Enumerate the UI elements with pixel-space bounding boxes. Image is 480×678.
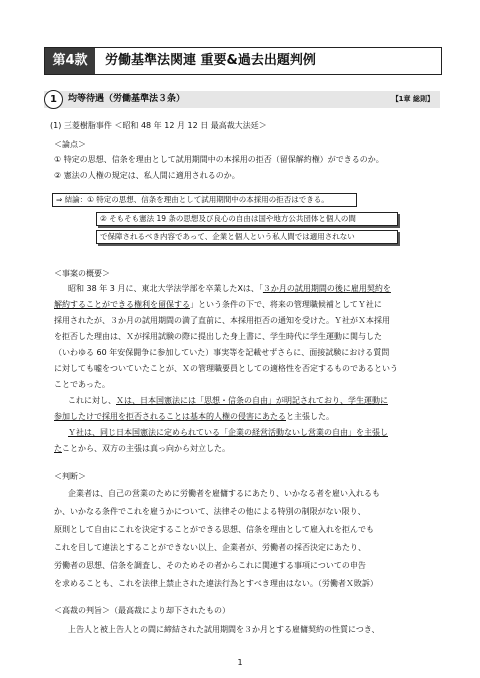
overview-line: これに対し、Ｘは、日本国憲法には「思想・信条の自由」が明記されており、学生運動に [68, 396, 388, 405]
page-number: 1 [237, 658, 243, 667]
overview-line: に対しても嘘をついていたことが、Ｘの管理職要員としての適格性を否定するものであるという [54, 364, 398, 373]
summary-heading: ＜高裁の判旨＞（最高裁により却下されたもの） [54, 606, 230, 615]
overview-line: Ｙ社は、同じ日本国憲法に定められている「企業の経営活動ないし営業の自由」を主張し [68, 428, 388, 437]
case-title: (1) 三菱樹脂事件 ＜昭和 48 年 12 月 12 日 最高裁大法廷＞ [50, 121, 267, 130]
judgment-line: を求めることも、これを法律上禁止された違法行為とすべき理由はない。（労働者Ｘ敗訴） [54, 579, 378, 588]
overview-line: たことから、双方の主張は真っ向から対立した。 [54, 444, 230, 453]
section-title: 均等待遇（労働基準法３条） [68, 94, 186, 104]
chapter-title: 労働基準法関連 重要&過去出題判例 [105, 53, 316, 68]
overview-line: 解約することができる権利を留保する」という条件の下で、将来の管理職候補としてＹ社に [54, 300, 382, 309]
judgment-line: 労働者の思想、信条を調査し、そのためその者からこれに関連する事項についての申告 [54, 561, 366, 570]
chapter-tag: 第4款 [45, 48, 95, 74]
judgment-line: これを目して違法とすることができない以上、企業者が、労働者の採否決定にあたり、 [54, 543, 366, 552]
overview-line: 昭和 38 年 3 月に、東北大学法学部を卒業したXは、「３か月の試用期間の後に雇用契約を [68, 284, 391, 293]
summary-line: 上告人と被上告人との間に締結された試用期間を３か月とする雇傭契約の性質につき、 [68, 625, 380, 634]
chapter-header [44, 47, 442, 75]
issue-item: ② 憲法の人権の規定は、私人間に適用されるのか。 [54, 171, 240, 180]
judgment-line: 企業者は、自己の営業のために労働者を雇傭するにあたり、いかなる者を雇い入れるも [68, 489, 380, 498]
overview-line: 採用されたが、３か月の試用期間の満了直前に、本採用拒否の通知を受けた。Ｙ社がＸ本採用 [54, 316, 390, 325]
judgment-line: 原則として自由にこれを決定することができる思想、信条を理由として雇入れを拒んでも [54, 525, 374, 534]
overview-heading: ＜事案の概要＞ [54, 269, 110, 278]
judgment-heading: ＜判断＞ [54, 472, 86, 481]
overview-line: 参加したけで採用を拒否されることは基本的人権の侵害にあたると主張した。 [54, 412, 334, 421]
conclusion-box: ② そもそも憲法 19 条の思想及び良心の自由は国や地方公共団体と個人の間 [96, 212, 398, 226]
issue-item: ① 特定の思想、信条を理由として試用期間中の本採用の拒否（留保解約権）ができるのか。 [54, 155, 384, 164]
overview-line: を拒否した理由は、Ｘが採用試験の際に提出した身上書に、学生時代に学生運動に関与した [54, 332, 382, 341]
chapter-label: 【1章 総則】 [391, 95, 434, 103]
conclusion-box: ⇒ 結論：① 特定の思想、信条を理由として試用期間中の本採用の拒否はできる。 [52, 193, 357, 207]
section-bar [44, 91, 440, 108]
conclusion-box: で保障されるべき内容であって、企業と個人という私人間では適用されない [96, 230, 398, 244]
section-number: 1 [44, 90, 63, 109]
overview-line: （いわゆる 60 年安保闘争に参加していた）事実等を記載せずさらに、面接試験における質問 [54, 348, 390, 357]
judgment-line: か、いかなる条件でこれを雇うかについて、法律その他による特別の制限がない限り、 [54, 507, 366, 516]
overview-line: ことであった。 [54, 380, 110, 389]
issues-heading: ＜論点＞ [54, 140, 86, 149]
